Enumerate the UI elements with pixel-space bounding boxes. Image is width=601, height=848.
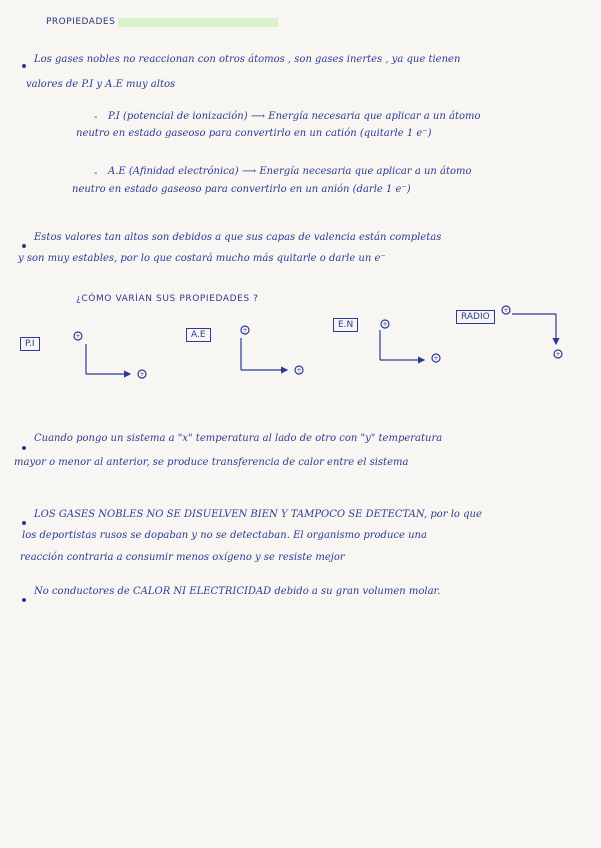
plus-sign: + — [503, 307, 509, 314]
pi-line1: P.I (potencial de ionización) ⟶ Energía necesaria que aplicar a un átomo — [108, 111, 481, 122]
paragraph1-line2: valores de P.I y A.E muy altos — [26, 79, 176, 90]
pi-box: P.I — [20, 337, 40, 351]
paragraph4-line1: LOS GASES NOBLES NO SE DISUELVEN BIEN Y TAMPOCO SE DETECTAN, por lo que — [34, 509, 482, 520]
en-box: E.N — [333, 318, 358, 332]
paragraph1-line1: Los gases nobles no reaccionan con otros átomos , son gases inertes , ya que tienen — [34, 54, 461, 65]
page-title: PROPIEDADES — [46, 17, 116, 27]
paragraph5-line1: No conductores de CALOR NI ELECTRICIDAD debido a su gran volumen molar. — [34, 586, 441, 597]
bullet-dot — [22, 598, 26, 602]
variation-subtitle: ¿CÓMO VARÍAN SUS PROPIEDADES ? — [76, 294, 259, 304]
bullet-dot — [22, 521, 26, 525]
paragraph4-line2: los deportistas rusos se dopaban y no se detectaban. El organismo produce una — [22, 530, 427, 541]
list-dash: - — [94, 112, 98, 123]
radio-box: RADIO — [456, 310, 495, 324]
paragraph2-line1: Estos valores tan altos son debidos a que sus capas de valencia están completas — [34, 232, 442, 243]
plus-sign: + — [296, 367, 302, 374]
list-dash: - — [94, 168, 98, 179]
pi-line2: neutro en estado gaseoso para convertirlo en un catión (quitarle 1 e⁻) — [76, 128, 432, 139]
plus-sign: + — [555, 351, 561, 358]
paragraph4-line3: reacción contraria a consumir menos oxígeno y se resiste mejor — [20, 552, 345, 563]
paragraph2-line2: y son muy estables, por lo que costará mucho más quitarle o darle un e⁻ — [18, 253, 386, 264]
plus-sign: + — [139, 371, 145, 378]
plus-sign: + — [433, 355, 439, 362]
paragraph3-line2: mayor o menor al anterior, se produce transferencia de calor entre el sistema — [14, 457, 409, 468]
plus-sign: + — [382, 321, 388, 328]
ae-box: A.E — [186, 328, 211, 342]
paragraph3-line1: Cuando pongo un sistema a "x" temperatura al lado de otro con "y" temperatura — [34, 433, 443, 444]
plus-sign: + — [75, 333, 81, 340]
ae-line1: A.E (Afinidad electrónica) ⟶ Energía necesaria que aplicar a un átomo — [108, 166, 472, 177]
ae-line2: neutro en estado gaseoso para convertirlo en un anión (darle 1 e⁻) — [72, 184, 411, 195]
bullet-dot — [22, 446, 26, 450]
plus-sign: + — [242, 327, 248, 334]
